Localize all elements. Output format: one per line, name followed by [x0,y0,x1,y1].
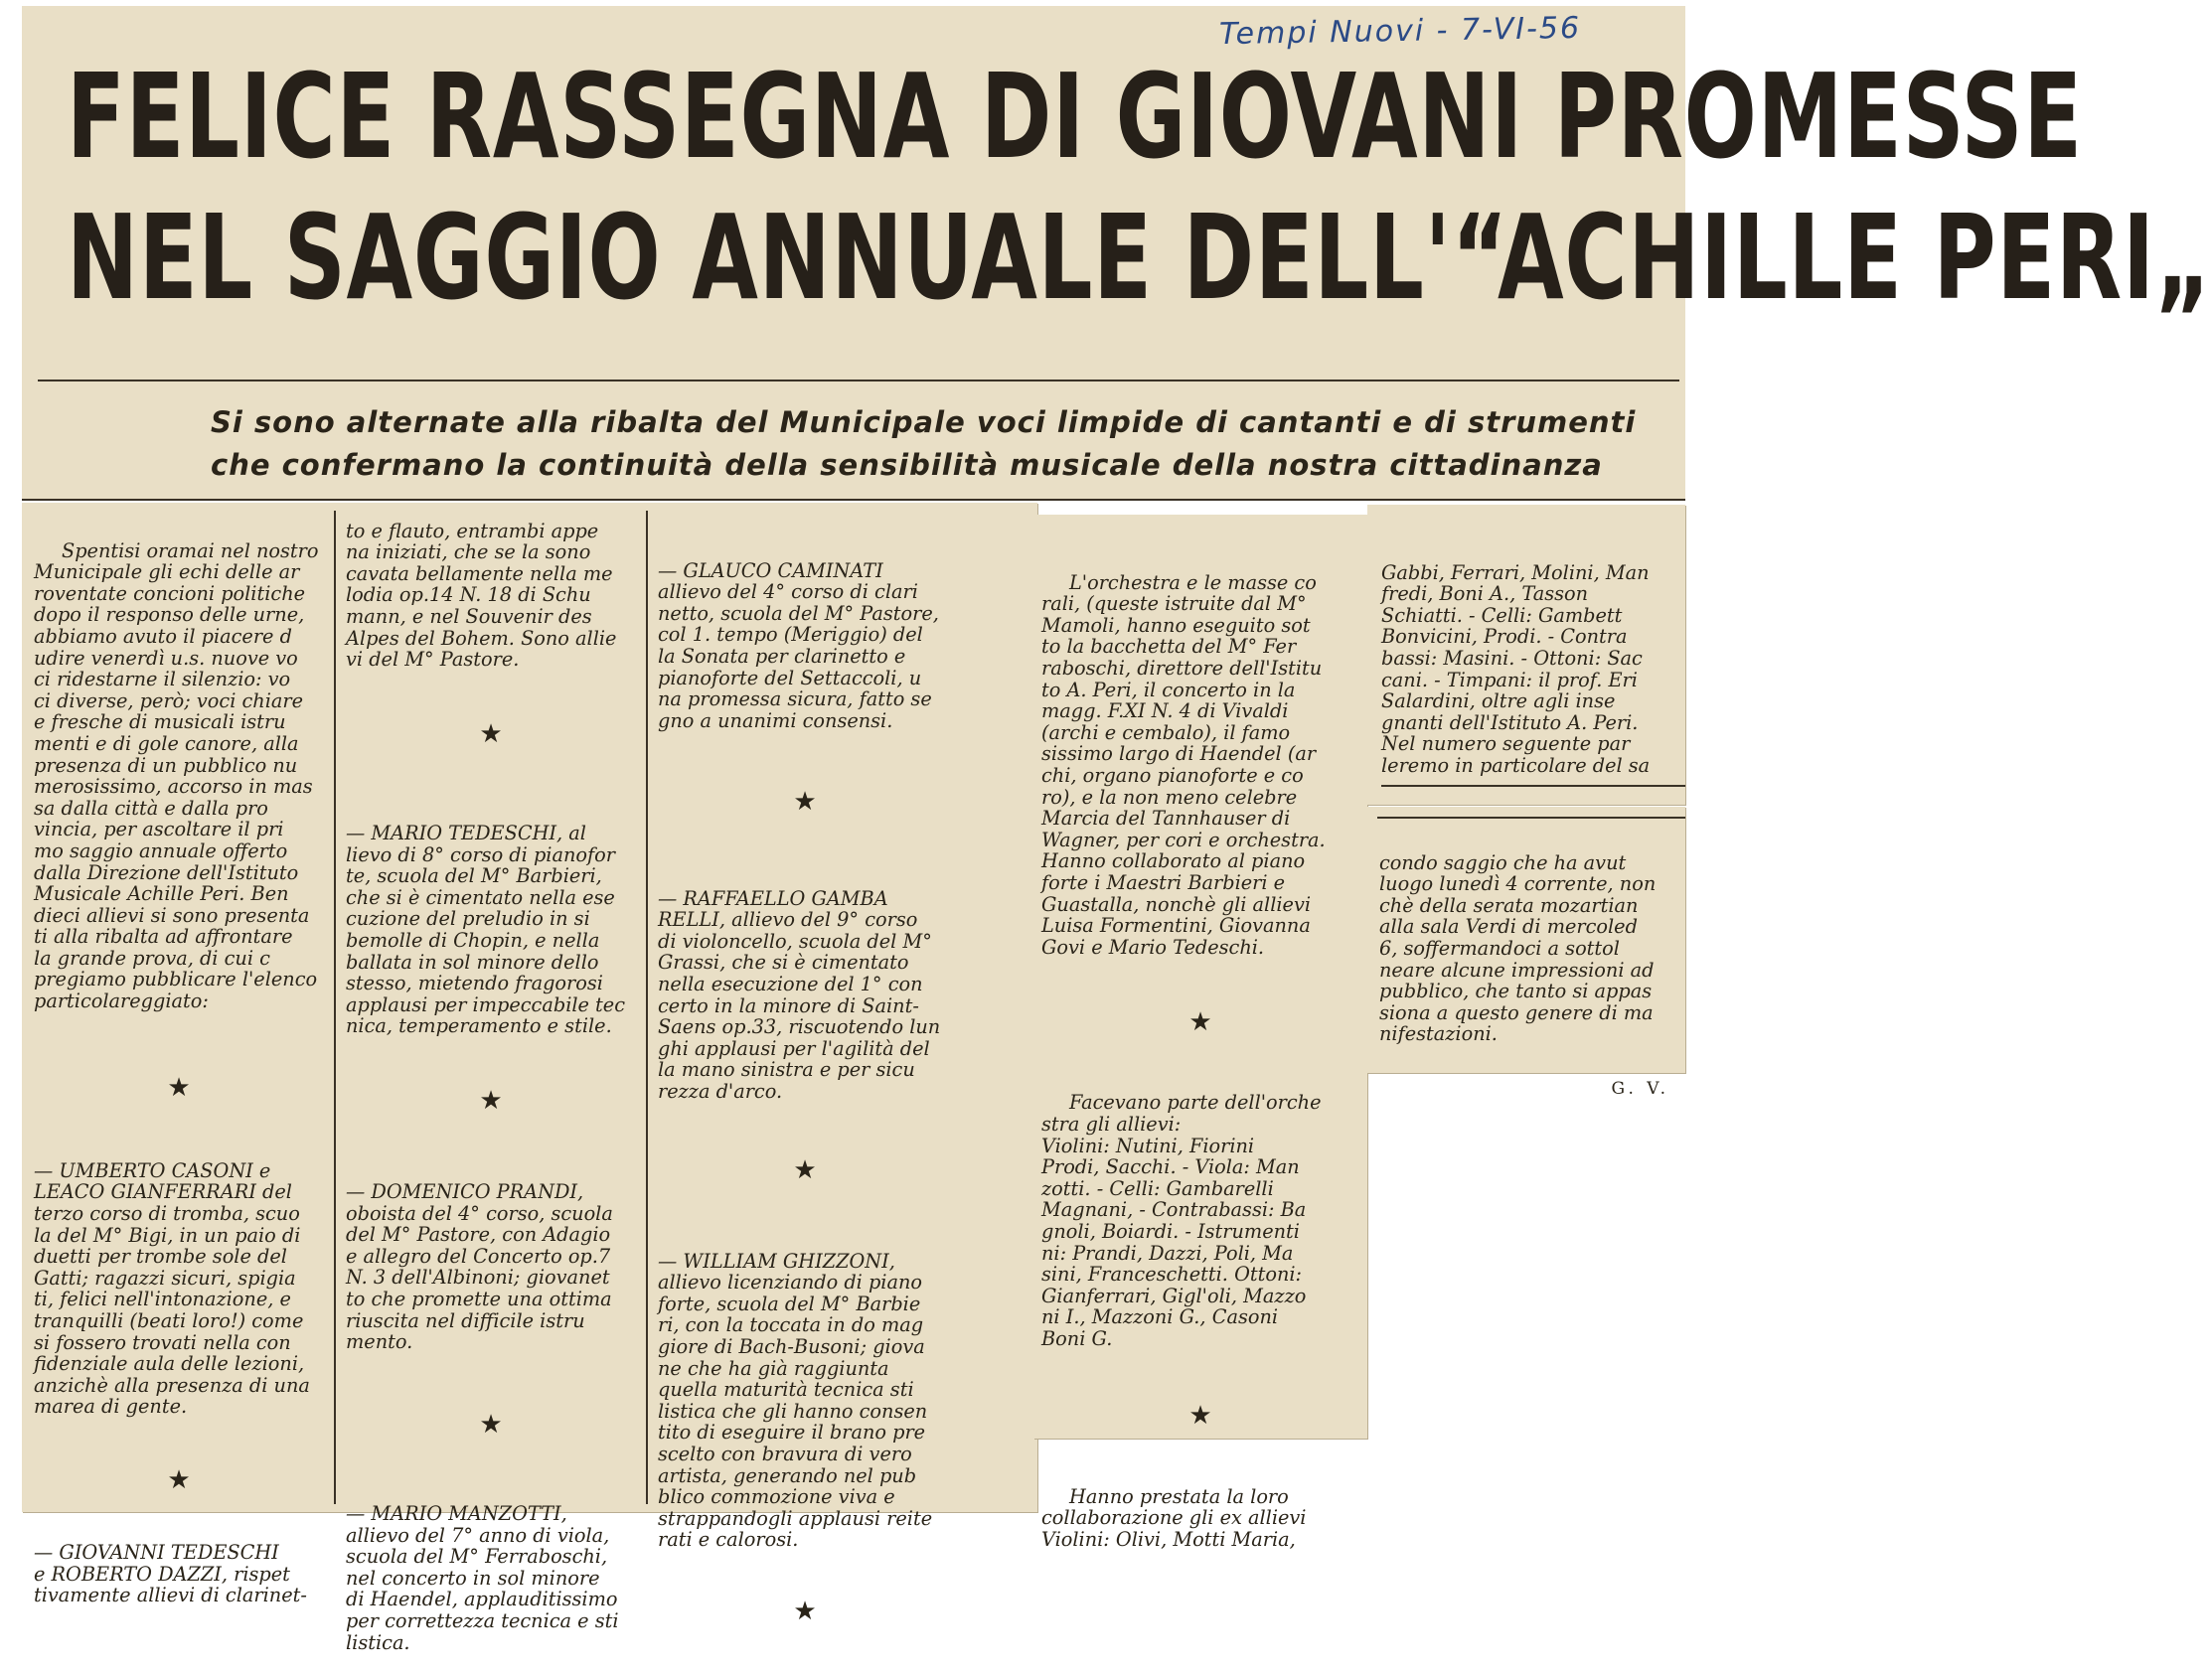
paragraph-mario-tedeschi: — MARIO TEDESCHI, al lievo di 8° corso di pianofor te, scuola del M° Barbieri, che si è cimentato nella ese cuzione del preludio in si bemolle di Chopin, e nella ballata in sol minore dello stesso, mietendo fragorosi applausi per impeccabile tec nica, temperamento e stile. [346,821,626,1038]
paragraph-william-ghizzoni: — WILLIAM GHIZZONI, allievo licenziando di piano forte, scuola del M° Barbie ri, con la toccata in do mag giore di Bach-Busoni; giova ne che ha già raggiunta quella maturità tecnica sti listica che gli hanno consen tito di eseguire il brano pre scelto con bravura di vero artista, generando nel pub blico commozione viva e strappandogli applausi reite rati e calorosi. [658,1249,933,1552]
paragraph-domenico-prandi: — DOMENICO PRANDI, oboista del 4° corso, scuola del M° Pastore, con Adagio e allegro del Concerto op.7 N. 3 dell'Albinoni; giovanet to che promette una ottima riuscita nel difficile istru mento. [346,1180,613,1354]
star-separator: ★ [793,1596,817,1626]
handwritten-annotation: Tempi Nuovi - 7-VI-56 [1218,10,1582,53]
paragraph-mario-manzotti: — MARIO MANZOTTI, allievo del 7° anno di viola, scuola del M° Ferraboschi, nel concerto in sol minore di Haendel, applauditissimo per correttezza tecnica e sti listica. [346,1502,619,1654]
paragraph-second-recital: condo saggio che ha avut luogo lunedì 4 corrente, non chè della serata mozartian alla sala Verdi di mercoled 6, soffermandoci a sottol neare alcune impressioni ad pubblico, che tanto si appas siona a questo genere di ma nifestazioni. [1379,850,1657,1046]
column-divider [646,511,648,1504]
article-column-5-bottom [1379,831,1679,1122]
star-separator: ★ [479,719,503,750]
subheading-divider [22,499,1685,501]
star-separator: ★ [167,1464,191,1495]
paragraph-orchestra: L'orchestra e le masse co rali, (queste istruite dal M° Mamoli, hanno eseguito sot to la bacchetta del M° Fer raboschi, direttore dell'Istitu to A. Peri, il concerto in la magg. F.XI N. 4 di Vivaldi (archi e cembalo), il famo sissimo largo di Haendel (ar chi, organo pianoforte e co ro), e la non meno celebre Marcia del Tannhauser di Wagner, per cori e orchestra. Hanno collaborato al piano forte i Maestri Barbieri e Guastalla, nonchè gli allievi Luisa Formentini, Giovanna Govi e Mario Tedeschi. [1041,570,1326,959]
intro-paragraph: Spentisi oramai nel nostro Municipale gli echi delle ar roventate concioni politiche dopo il responso delle urne, abbiamo avuto il piacere d udire venerdì u.s. nuove vo ci ridestarne il silenzio: vo ci diverse, però; voci chiare e fresche di musicali istru menti e di gole canore, alla presenza di un pubblico nu merosissimo, accorso in mas sa dalla città e dalla pro vincia, per ascoltare il pri mo saggio annuale offerto dalla Direzione dell'Istituto Musicale Achille Peri. Ben dieci allievi si sono presenta ti alla ribalta ad affrontare la grande prova, di cui c pregiamo pubblicare l'elenco particolareggiato: [34,538,319,1013]
headline-line-2: NEL SAGGIO ANNUALE DELL'“ACHILLE PERI„ [67,189,2212,326]
article-columns-clipping [22,503,1037,1654]
headline-line-1: FELICE RASSEGNA DI GIOVANI PROMESSE [67,48,2083,185]
star-separator: ★ [167,1073,191,1104]
subheading-line-2: che confermano la continuità della sensibilità musicale della nostra cittadinanza [211,448,1603,482]
article-column-3 [658,538,952,1645]
paragraph-former-students: Hanno prestata la loro collaborazione gli ex allievi Violini: Olivi, Motti Maria, [1041,1484,1307,1551]
paragraph-glauco-caminati: — GLAUCO CAMINATI allievo del 4° corso di clari netto, scuola del M° Pastore, col 1. tempo (Meriggio) del la Sonata per clarinetto e pianoforte del Settaccoli, u na promessa sicura, fatto se gno a unanimi consensi. [658,558,939,732]
paragraph-tedeschi-dazzi: — GIOVANNI TEDESCHI e ROBERTO DAZZI, rispet tivamente allievi di clarinet- [34,1541,307,1607]
subheading-line-1: Si sono alternate alla ribalta del Municipale voci limpide di cantanti e di strumenti [211,405,1637,439]
article-column-1 [34,519,324,1628]
headline-divider [38,380,1679,381]
star-separator: ★ [479,1410,503,1441]
article-column-5-top [1381,540,1679,798]
continuation-clipping-top [1367,505,1685,805]
author-signature: G. V. [1611,1078,1669,1099]
star-separator: ★ [793,1155,817,1186]
paragraph-orchestra-members: Facevano parte dell'orche stra gli allievi: Violini: Nutini, Fiorini Prodi, Sacchi. - Viola: Man zotti. - Celli: Gambarelli Magnani, - Contrabassi: Ba gnoli, Boiardi. - Istrumenti ni: Prandi, Dazzi, Poli, Ma sini, Franceschetti. Ottoni: Gianferrari, Gigl'oli, Mazzo ni I., Mazzoni G., Casoni Boni G. [1041,1091,1322,1350]
star-separator: ★ [1188,1401,1212,1432]
star-separator: ★ [479,1086,503,1117]
column-top-rule [1377,817,1685,819]
orchestra-column-clipping [1033,515,1367,1551]
paragraph-ex-students-list: Gabbi, Ferrari, Molini, Man fredi, Boni A., Tasson Schiatti. - Celli: Gambett Bonvicini, Prodi. - Contra bassi: Masini. - Ottoni: Sac cani. - Timpani: il prof. Eri Salardini, oltre agli inse gnanti dell'Istituto A. Peri. Nel numero seguente par leremo in particolare del sa [1381,560,1651,777]
column-divider [334,511,336,1504]
article-column-4 [1041,550,1359,1572]
paragraph-casoni-gianferrari: — UMBERTO CASONI e LEACO GIANFERRARI del terzo corso di tromba, scuo la del M° Bigi, in un paio di duetti per trombe sole del Gatti; ragazzi sicuri, spigia ti, felici nell'intonazione, e tranquilli (beati loro!) come si fossero trovati nella con fidenziale aula delle lezioni, anzichè alla presenza di una marea di gente. [34,1158,310,1419]
headline-clipping [22,6,2212,501]
star-separator: ★ [1188,1006,1212,1037]
star-separator: ★ [793,786,817,817]
continuation-clipping-bottom [1367,807,1685,1099]
column-end-rule [1381,785,1685,787]
paragraph-raffaello-gambarelli: — RAFFAELLO GAMBA RELLI, allievo del 9° corso di violoncello, scuola del M° Grassi, che si è cimentato nella esecuzione del 1° con certo in la minore di Saint- Saens op.33, riscuotendo lun ghi applausi per l'agilità del la mano sinistra e per sicu rezza d'arco. [658,886,941,1103]
article-column-2 [346,499,636,1675]
paragraph-continuation: to e flauto, entrambi appe na iniziati, che se la sono cavata bellamente nella me lodia op.14 N. 18 di Schu mann, e nel Souvenir des Alpes del Bohem. Sono allie vi del M° Pastore. [346,519,617,672]
